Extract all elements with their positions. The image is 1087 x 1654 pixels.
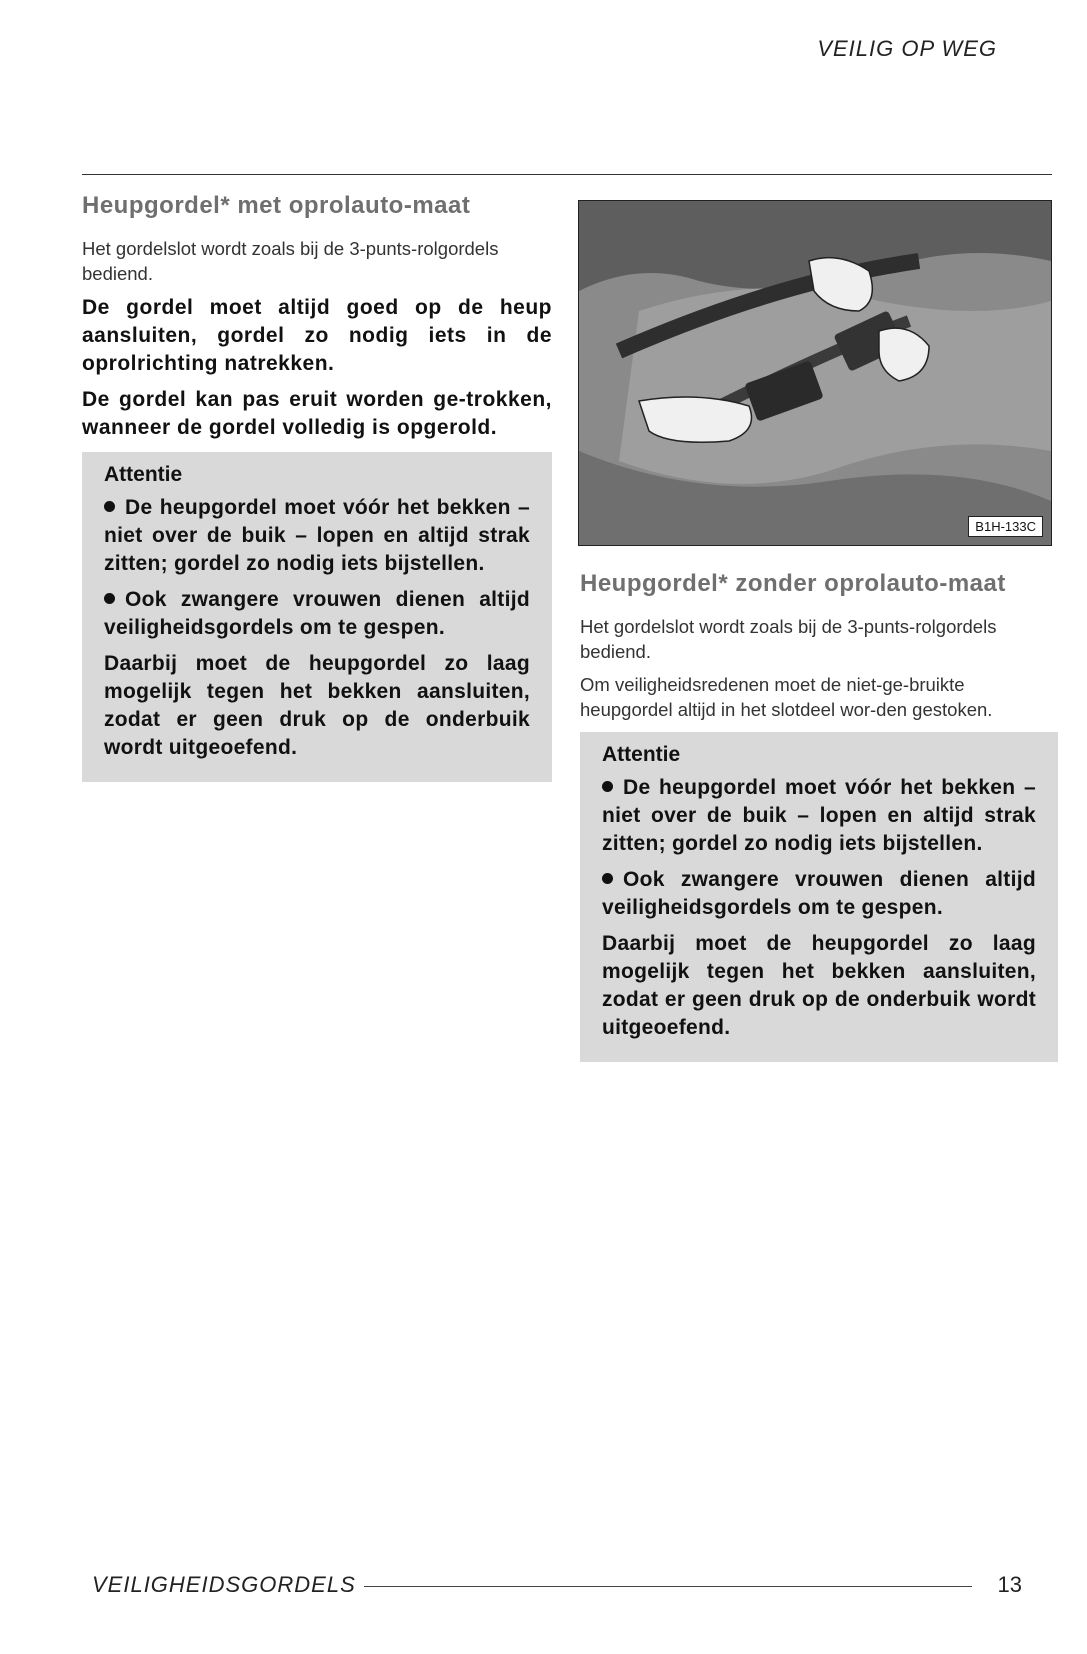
body-paragraph: Het gordelslot wordt zoals bij de 3-punts-rolgordels bediend. [580,616,997,662]
footer-section-title: VEILIGHEIDSGORDELS [92,1572,356,1597]
intro-paragraph: Het gordelslot wordt zoals bij de 3-punts-rolgordels bediend. [82,238,499,284]
attention-item-text: Ook zwangere vrouwen dienen altijd veiligheidsgordels om te gespen. [602,868,1036,919]
bullet-icon [602,873,613,884]
attention-item [104,494,530,578]
attention-title: Attentie [104,463,183,486]
attention-item-text: De heupgordel moet vóór het bekken – niet over de buik – lopen en altijd strak zitten; gordel zo nodig iets bijstellen. [104,496,530,575]
page-number: 13 [997,1572,1022,1597]
bold-paragraph: De gordel kan pas eruit worden ge-trokken, wanneer de gordel volledig is opgerold. [82,388,552,439]
attention-title: Attentie [602,743,681,766]
running-head: VEILIG OP WEG [817,36,997,61]
page-footer [92,1572,1022,1602]
attention-closing: Daarbij moet de heupgordel zo laag mogelijk tegen het bekken aansluiten, zodat er geen druk op de onderbuik wordt uitgeoefend. [602,932,1036,1039]
right-column [580,568,1058,1062]
figure-label: B1H-133C [968,516,1043,537]
body-paragraph: Om veiligheidsredenen moet de niet-ge-bruikte heupgordel altijd in het slotdeel wor-den gestoken. [580,674,993,720]
section-title-with-retractor: Heupgordel* met oprolauto-maat [82,192,471,219]
footer-divider [364,1586,972,1587]
section-title-without-retractor: Heupgordel* zonder oprolauto-maat [580,570,1006,597]
attention-item-text: Ook zwangere vrouwen dienen altijd veiligheidsgordels om te gespen. [104,588,530,639]
bold-paragraph: De gordel moet altijd goed op de heup aansluiten, gordel zo nodig iets in de oprolrichting natrekken. [82,296,552,375]
bullet-icon [602,781,613,792]
attention-item [602,866,1036,922]
top-divider [82,174,1052,175]
bullet-icon [104,593,115,604]
attention-item-text: De heupgordel moet vóór het bekken – niet over de buik – lopen en altijd strak zitten; gordel zo nodig iets bijstellen. [602,776,1036,855]
attention-item [104,586,530,642]
attention-box [82,452,552,782]
seatbelt-drawing [579,201,1051,545]
left-column [82,190,552,782]
attention-closing: Daarbij moet de heupgordel zo laag mogelijk tegen het bekken aansluiten, zodat er geen druk op de onderbuik wordt uitgeoefend. [104,652,530,759]
attention-item [602,774,1036,858]
bullet-icon [104,501,115,512]
attention-box [580,732,1058,1062]
seatbelt-illustration [578,200,1052,546]
